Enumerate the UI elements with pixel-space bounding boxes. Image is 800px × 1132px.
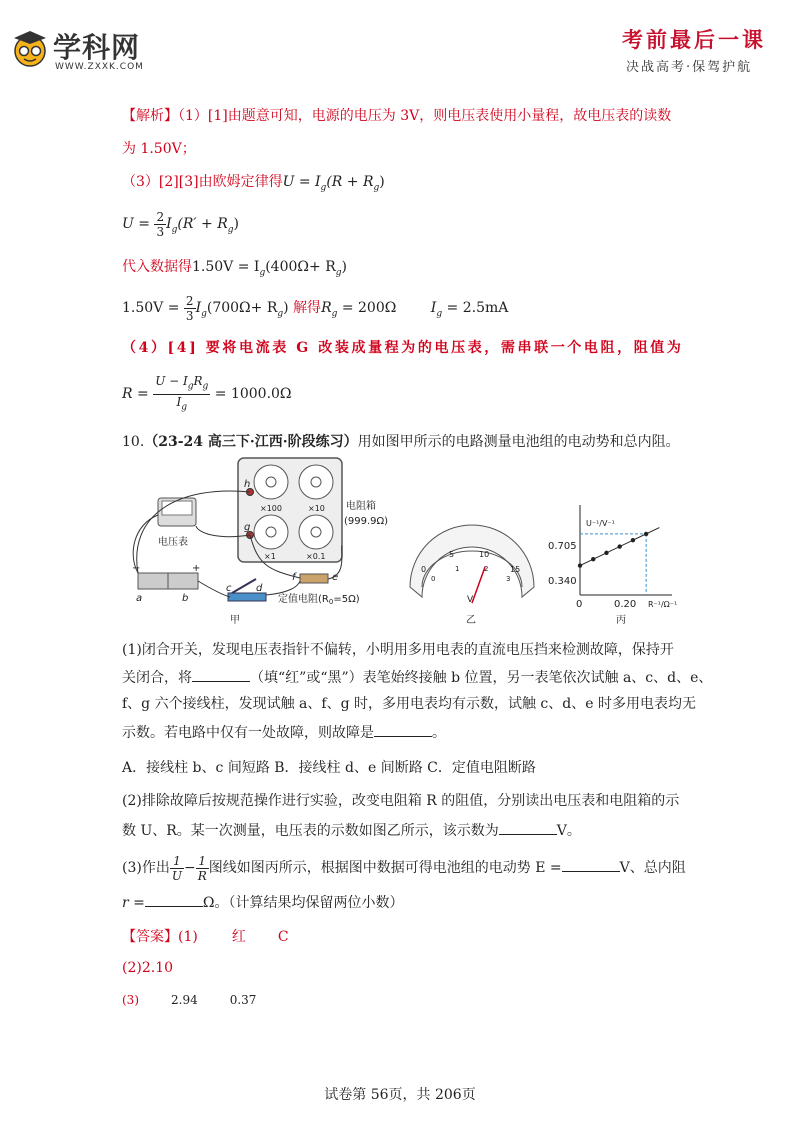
solution-line-1 — [122, 106, 671, 126]
fraction — [154, 210, 166, 239]
terminal-c-label: c — [226, 583, 232, 594]
fraction — [184, 294, 196, 323]
meter-unit: V — [467, 595, 474, 605]
q2-text: V。 — [556, 823, 581, 839]
equation: = 200Ω — [337, 300, 397, 316]
terminal-g-label: g — [244, 522, 251, 533]
solution-text: 代入数据得 — [122, 259, 192, 275]
equation: R — [321, 300, 332, 316]
q3-text: V、总内阻 — [619, 860, 686, 876]
logo-text: 学科网 — [53, 31, 141, 64]
q3-text: − — [183, 860, 196, 876]
denominator: R — [197, 868, 207, 883]
slogan-subtitle: 决战高考·保驾护航 — [626, 60, 753, 75]
q3-text: (3)作出 — [122, 860, 170, 876]
answer-value: 红 — [231, 929, 246, 945]
q2-text: 数 U、R。某一次测量，电压表的示数如图乙所示，该示数为 — [122, 823, 499, 839]
q1-line-2 — [122, 667, 712, 688]
q1-line-3: f、g 六个接线柱，发现试触 a、f、g 时，多用电表均有示数，试触 c、d、e 时多用电表均无 — [122, 696, 696, 712]
equation: ) — [283, 300, 289, 316]
equation-2 — [122, 206, 239, 242]
graph-y-tick-0705: 0.705 — [548, 541, 577, 552]
equation: (R + R — [326, 174, 374, 190]
denominator: 3 — [156, 224, 165, 239]
equation: I — [166, 216, 172, 232]
answer-blank-5[interactable] — [145, 892, 203, 907]
meter-scale-bot-1: 1 — [455, 565, 460, 573]
subscript: g — [187, 381, 194, 392]
answer-value: 2.94 — [171, 993, 198, 1007]
resistor-label-sub: 0 — [328, 598, 334, 606]
equation: ) — [233, 216, 239, 232]
graph-data-point — [631, 538, 635, 542]
answer-line-2: (2)2.10 — [122, 960, 174, 976]
subscript: g — [259, 267, 266, 278]
dial-x01-label: ×0.1 — [306, 552, 326, 561]
equation: I — [430, 300, 437, 316]
box-range: (999.9Ω) — [344, 516, 389, 527]
numerator: 2 — [185, 293, 194, 308]
q3-line-1 — [122, 848, 686, 888]
denominator: U — [171, 868, 182, 883]
meter-scale-top-10: 10 — [479, 550, 490, 559]
solution-tag: 【解析】 — [122, 108, 178, 124]
graph-data-point — [644, 532, 648, 536]
equation: U = I — [282, 174, 321, 190]
resistor-label-main: 定值电阻(R — [278, 594, 329, 605]
dial-x100-label: ×100 — [260, 504, 282, 513]
logo-mascot-icon — [10, 26, 50, 68]
answer-line-1 — [122, 927, 289, 947]
graph-origin: 0 — [576, 599, 583, 610]
question-header — [122, 432, 680, 452]
equation: ) — [379, 174, 385, 190]
subscript: g — [331, 308, 338, 319]
solution-text: （1）[1]由题意可知，电源的电压为 3V，则电压表使用小量程，故电压表的读数 — [178, 108, 672, 124]
subscript: g — [201, 308, 207, 319]
switch — [228, 593, 266, 601]
equation: R = — [122, 386, 149, 402]
graph-ylabel: U⁻¹/V⁻¹ — [586, 519, 615, 528]
battery-minus: − — [132, 563, 141, 574]
fraction-1-over-u — [170, 854, 184, 883]
numerator: 1 — [170, 854, 184, 869]
voltmeter-label: 电压表 — [158, 537, 188, 548]
subscript: g — [227, 224, 234, 235]
solution-text: 解得 — [293, 300, 322, 316]
solution-text: （3）[2][3]由欧姆定律得 — [122, 174, 283, 190]
numerator: 2 — [156, 209, 165, 224]
dial-x1-label: ×1 — [264, 552, 276, 561]
battery-plus: + — [192, 563, 201, 574]
box-title: 电阻箱 — [346, 501, 376, 512]
answer-blank-3[interactable] — [499, 820, 557, 835]
graph-data-point — [617, 544, 621, 548]
meter-scale-bot-3: 3 — [506, 575, 511, 583]
denominator: 3 — [185, 308, 194, 323]
solution-line-5 — [122, 257, 347, 283]
subscript: g — [181, 401, 187, 412]
answer-value: C — [277, 929, 289, 945]
resistor-label-end: =5Ω) — [333, 594, 360, 605]
graph-x-tick-020: 0.20 — [614, 599, 637, 610]
fraction-1-over-r — [196, 854, 209, 883]
meter-scale-bot-2: 2 — [484, 565, 489, 573]
subscript: g — [320, 182, 327, 193]
subscript: g — [436, 308, 443, 319]
fixed-resistor — [300, 574, 328, 583]
circuit-figure — [118, 455, 688, 630]
graph-data-point — [604, 551, 608, 555]
equation: (R′ + R — [177, 216, 228, 232]
equation: ) — [341, 259, 347, 275]
question-stem: 用如图甲所示的电路测量电池组的电动势和总内阻。 — [357, 434, 680, 450]
meter-scale-top-0: 0 — [421, 565, 427, 574]
graph-xlabel: R⁻¹/Ω⁻¹ — [648, 600, 678, 609]
header — [0, 0, 800, 90]
subscript: g — [335, 267, 342, 278]
q1-line-4 — [122, 722, 446, 743]
caption-jia: 甲 — [230, 615, 240, 626]
equation-5 — [122, 374, 292, 414]
slogan-title: 考前最后一课 — [622, 27, 766, 52]
terminal-h-label: h — [244, 479, 251, 490]
solution-line-2: 为 1.50V； — [122, 141, 196, 157]
dial-x10-label: ×10 — [308, 504, 325, 513]
graph-data-point — [578, 563, 582, 567]
resistor-label — [278, 592, 360, 606]
voltmeter-dial — [162, 501, 192, 515]
terminal-f-label: f — [292, 572, 296, 583]
caption-bing: 丙 — [616, 615, 626, 626]
page-footer: 试卷第 56页，共 206页 — [324, 1087, 476, 1103]
q1-text: 。 — [432, 725, 446, 741]
q1-text: 关闭合，将 — [122, 670, 192, 686]
equation: 1.50V = I — [192, 259, 260, 275]
answer-blank-2[interactable] — [374, 722, 432, 737]
denominator: I — [176, 394, 182, 409]
equation: I — [195, 300, 202, 316]
meter-scale-top-5: 5 — [449, 550, 455, 559]
q2-line-2 — [122, 820, 581, 841]
equation: (400Ω+ R — [265, 259, 336, 275]
terminal-d-label: d — [256, 583, 263, 594]
equation: = 2.5mA — [442, 300, 509, 316]
q3-text: r = — [122, 895, 145, 911]
terminal-e-label: e — [332, 572, 339, 583]
meter-scale-bot-0: 0 — [431, 575, 436, 583]
q1-text: （填“红”或“黑”）表笔始终接触 b 位置，另一表笔依次试触 a、c、d、e、 — [250, 670, 713, 686]
terminal-a-label: a — [136, 593, 143, 604]
voltmeter-reading-dial — [410, 525, 534, 603]
numerator: R — [193, 374, 203, 389]
q1-options: A．接线柱 b、c 间短路 B．接线柱 d、e 间断路 C．定值电阻断路 — [122, 760, 536, 776]
subscript: g — [373, 182, 380, 193]
q3-line-2 — [122, 892, 403, 913]
q1-text: 示数。若电路中仅有一处故障，则故障是 — [122, 725, 374, 741]
solution-line-7: （4）[4] 要将电流表 G 改装成量程为的电压表，需串联一个电阻，阻值为 — [122, 340, 684, 356]
terminal-b-label: b — [182, 593, 189, 604]
answer-blank-1[interactable] — [192, 667, 250, 682]
meter-scale-top-15: 15 — [510, 565, 521, 574]
answer-value: 0.37 — [229, 993, 257, 1007]
question-number: 10. — [122, 434, 145, 450]
q3-text: Ω。（计算结果均保留两位小数） — [202, 895, 404, 911]
subscript: g — [202, 381, 209, 392]
equation: (700Ω+ R — [206, 300, 278, 316]
q1-line-1: (1)闭合开关，发现电压表指针不偏转，小明用多用电表的直流电压挡来检测故障，保持开 — [122, 642, 674, 658]
solution-line-3 — [122, 172, 385, 198]
answer-tag: 【答案】 — [122, 929, 178, 945]
subscript: g — [277, 308, 284, 319]
fraction — [153, 374, 210, 414]
equation-4 — [122, 290, 508, 326]
numerator: 1 — [196, 854, 209, 869]
equation: U = — [122, 216, 150, 232]
graph-y-tick-0340: 0.340 — [548, 576, 577, 587]
q3-text: 图线如图丙所示，根据图中数据可得电池组的电动势 E = — [208, 860, 562, 876]
answer-label: (1) — [178, 929, 198, 945]
caption-yi: 乙 — [466, 615, 476, 626]
answer-blank-4[interactable] — [562, 857, 620, 872]
answer-label: (3) — [122, 993, 139, 1007]
answer-line-3 — [122, 990, 256, 1010]
graph-data-point — [591, 557, 595, 561]
question-source: （23-24 高三下·江西·阶段练习） — [144, 434, 358, 450]
q2-line-1: (2)排除故障后按规范操作进行实验，改变电阻箱 R 的阻值，分别读出电压表和电阻箱的示 — [122, 793, 680, 809]
equation: 1.50V = — [122, 300, 180, 316]
numerator: U − I — [155, 374, 188, 389]
logo-url: WWW.ZXXK.COM — [55, 62, 144, 72]
subscript: g — [171, 224, 178, 235]
equation: = 1000.0Ω — [214, 386, 292, 402]
